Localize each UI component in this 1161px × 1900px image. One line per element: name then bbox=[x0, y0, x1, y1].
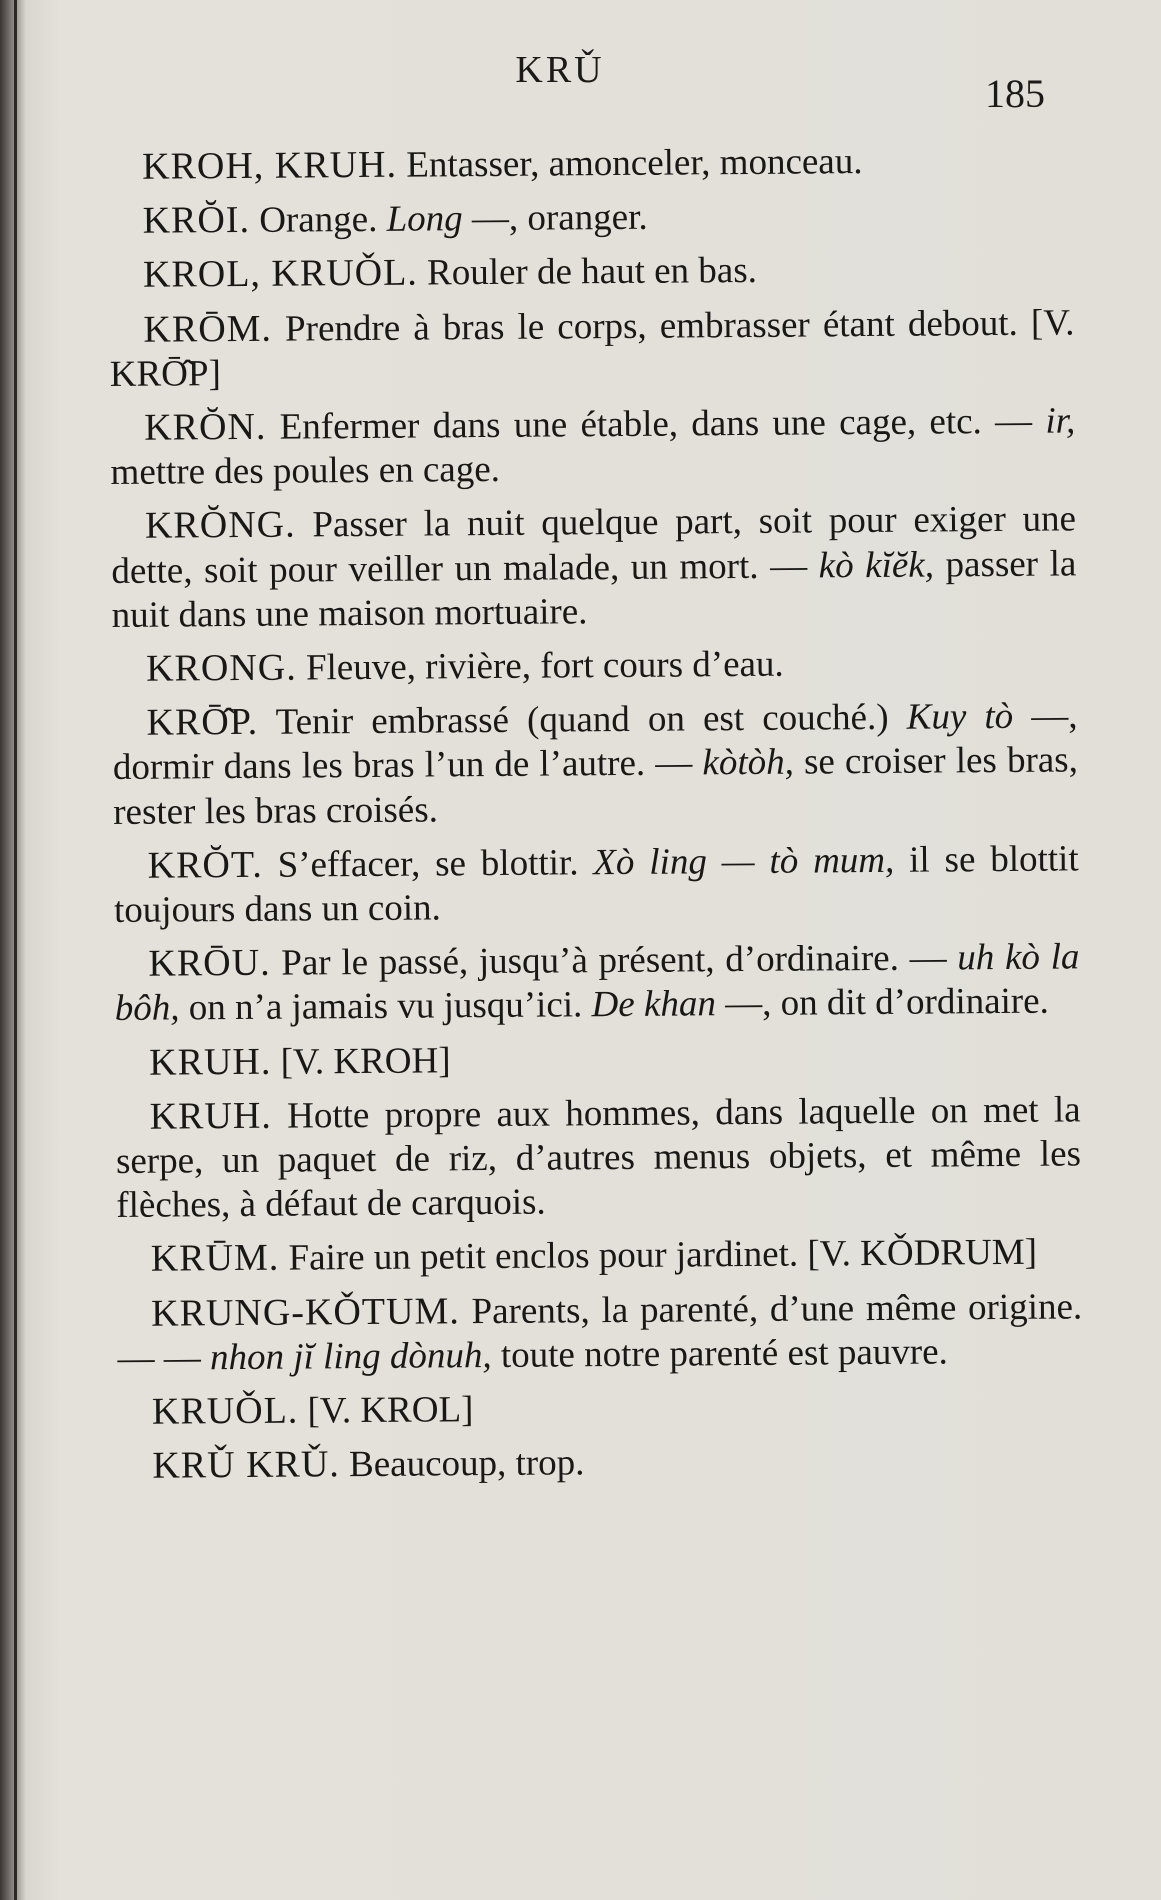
dictionary-entry bbox=[108, 192, 1073, 245]
entry-headword: KRǓ KRǓ. bbox=[152, 1443, 341, 1487]
entry-example: kò kĭĕk, bbox=[818, 544, 935, 587]
dictionary-entry bbox=[117, 1230, 1082, 1283]
entry-headword: KRUH. bbox=[149, 1094, 272, 1138]
entry-headword: KRUNG-KǑTUM. bbox=[151, 1289, 460, 1335]
entry-headword: KRŌ̂P. bbox=[146, 701, 259, 744]
entry-headword: KRŎN. bbox=[144, 405, 267, 449]
entry-example: uh kò la bôh, bbox=[114, 936, 1080, 1030]
entry-example: De khan bbox=[591, 983, 717, 1026]
entry-example: kòtòh, bbox=[702, 742, 795, 784]
dictionary-body bbox=[108, 137, 1084, 1498]
entry-headword: KROH, KRUH. bbox=[142, 143, 398, 188]
dictionary-entry bbox=[114, 935, 1080, 1032]
dictionary-entry bbox=[112, 694, 1078, 835]
dictionary-entry bbox=[117, 1284, 1083, 1381]
entry-example: Kuy tò bbox=[906, 696, 1014, 738]
entry-example: Xò ling — tò mum, bbox=[593, 839, 895, 884]
entry-headword: KRŎT. bbox=[147, 843, 263, 887]
entry-definition: Beaucoup, trop. bbox=[348, 1442, 585, 1486]
page-number: 185 bbox=[985, 71, 1045, 116]
dictionary-entry bbox=[112, 639, 1077, 692]
entry-headword: KRŌU. bbox=[148, 941, 271, 985]
entry-definition: Entasser, amonceler, monceau. bbox=[406, 141, 863, 186]
dictionary-entry bbox=[113, 836, 1079, 933]
entry-text: —, on dit d’ordinaire. bbox=[724, 981, 1049, 1025]
entry-definition: Fleuve, rivière, fort cours d’eau. bbox=[305, 643, 784, 689]
binding-gutter bbox=[14, 0, 17, 1900]
dictionary-entry bbox=[115, 1033, 1080, 1086]
entry-text: —, oranger. bbox=[471, 196, 648, 240]
entry-text: Passer la nuit quelque part, soit pour exiger une dette, soit pour veiller un malade, un mort. — bbox=[111, 498, 1077, 592]
entry-text: se croiser les bras, rester les bras croisés. bbox=[113, 739, 1079, 833]
entry-headword: KRŌM. bbox=[143, 307, 273, 351]
dictionary-entry bbox=[109, 246, 1074, 299]
entry-definition: Prendre à bras le corps, embrasser étant debout. [V. KRŌ̂P] bbox=[109, 302, 1075, 395]
dictionary-entry bbox=[111, 497, 1077, 638]
entry-text: Orange. bbox=[259, 199, 378, 242]
entry-headword: KRŎI. bbox=[142, 199, 251, 242]
entry-text: passer la nuit dans une maison mortuaire. bbox=[111, 543, 1077, 636]
entry-definition: [V. KROH] bbox=[280, 1039, 451, 1083]
entry-text: on n’a jamais vu jusqu’ici. bbox=[188, 984, 583, 1029]
dictionary-entry bbox=[115, 1087, 1081, 1228]
entry-example: Long bbox=[386, 198, 463, 241]
entry-text: mettre des poules en cage. bbox=[110, 449, 501, 494]
entry-text: —, dormir dans les bras l’un de l’autre. — bbox=[112, 695, 1078, 789]
dictionary-entry bbox=[110, 398, 1076, 495]
entry-example: ir, bbox=[1045, 400, 1076, 442]
entry-text: toute notre parenté est pauvre. bbox=[500, 1331, 948, 1376]
entry-definition: Hotte propre aux hommes, dans laquelle on met la serpe, un paquet de riz, d’autres menus objets, et même les flèches, à défaut de carquois. bbox=[115, 1089, 1082, 1227]
entry-headword: KRUH. bbox=[149, 1040, 272, 1084]
dictionary-entry bbox=[118, 1437, 1083, 1490]
entry-text: S’effacer, se blottir. bbox=[277, 842, 579, 886]
entry-headword: KRUǑL. bbox=[151, 1389, 299, 1433]
dictionary-entry bbox=[118, 1382, 1083, 1435]
entry-text: Parents, la parenté, d’une même origine. — — bbox=[117, 1286, 1083, 1379]
entry-definition: Faire un petit enclos pour jardinet. [V. KǑDRUM] bbox=[288, 1232, 1038, 1280]
entry-text: Tenir embrassé (quand on est couché.) bbox=[275, 697, 889, 743]
entry-headword: KRŪM. bbox=[150, 1237, 280, 1281]
running-head: KRǓ bbox=[515, 49, 605, 91]
entry-text: Par le passé, jusqu’à présent, d’ordinaire. — bbox=[281, 937, 947, 984]
entry-text: il se blottit toujours dans un coin. bbox=[113, 838, 1079, 932]
dictionary-entry bbox=[109, 300, 1075, 397]
entry-headword: KROL, KRUǑL. bbox=[142, 251, 419, 297]
entry-definition: Rouler de haut en bas. bbox=[426, 250, 758, 294]
entry-example: nhon jĭ ling dònuh, bbox=[209, 1334, 492, 1379]
entry-headword: KRONG. bbox=[145, 646, 297, 690]
entry-definition: [V. KROL] bbox=[307, 1389, 474, 1432]
dictionary-entry bbox=[108, 137, 1073, 190]
entry-text: Enfermer dans une étable, dans une cage, etc. — bbox=[279, 400, 1033, 448]
entry-headword: KRŎNG. bbox=[144, 503, 296, 548]
